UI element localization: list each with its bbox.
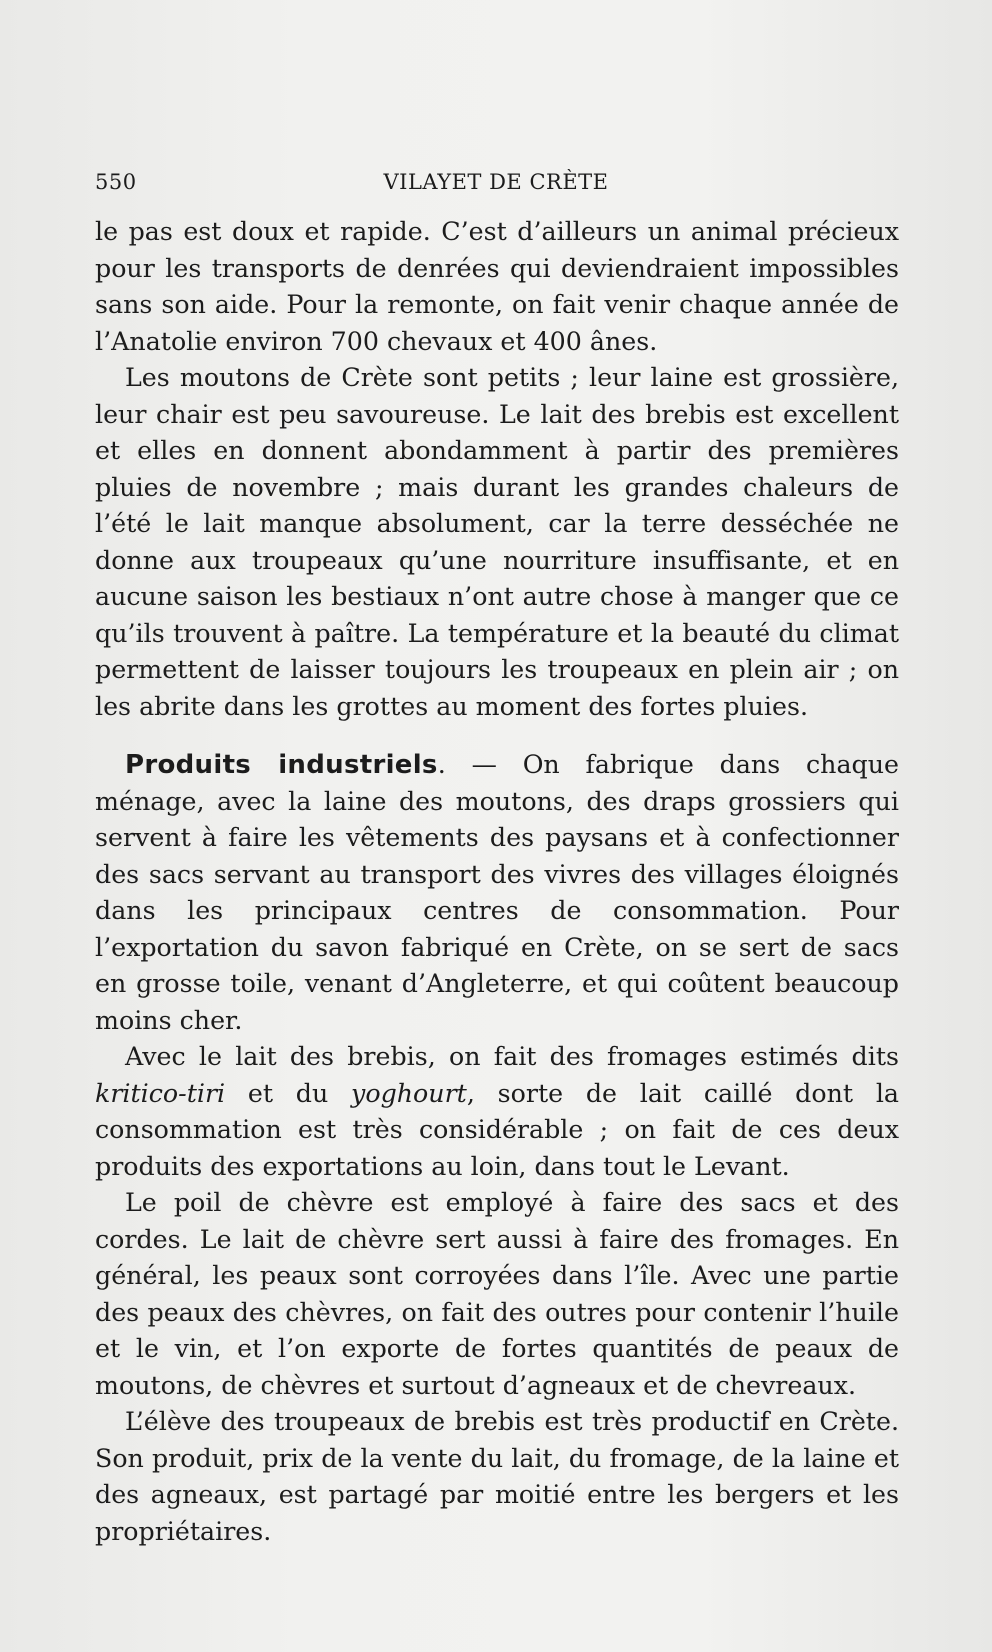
italic-term-kritico-tiri: kritico-tiri bbox=[95, 1078, 226, 1108]
paragraph-text: . — On fabrique dans chaque ménage, avec la laine des moutons, des draps grossiers qui servent à faire les vêtements des paysans et à confectionner des sacs servant au transport des vivres des villages éloignés dans les principaux centres de consommation. Pour l’exportation du savon fabriqué en Crète, on se sert de sacs en grosse toile, venant d’Angleterre, et qui coûtent beaucoup moins cher. bbox=[95, 750, 899, 1035]
paragraph-moutons: Les moutons de Crète sont petits ; leur laine est grossière, leur chair est peu savoureuse. Le lait des brebis est excellent et elles en donnent abondamment à partir des premières pluies de novembre ; mais durant les grandes chaleurs de l’été le lait manque absolument, car la terre desséchée ne donne aux troupeaux qu’une nourriture insuffisante, et en aucune saison les bestiaux n’ont autre chose à manger que ce qu’ils trouvent à paître. La température et la beauté du climat permettent de laisser toujours les troupeaux en plein air ; on les abrite dans les grottes au moment des fortes pluies. bbox=[95, 363, 899, 721]
paragraph-continued: le pas est doux et rapide. C’est d’ailleurs un animal précieux pour les transports de denrées qui deviendraient impossibles sans son aide. Pour la remonte, on fait venir chaque année de l’Anatolie environ 700 chevaux et 400 ânes. bbox=[95, 217, 899, 356]
paragraph-text: et du bbox=[225, 1078, 352, 1108]
paragraph-produits-industriels bbox=[95, 747, 899, 1039]
body-text bbox=[95, 214, 899, 1550]
paragraph-text: Avec le lait des brebis, on fait des fromages estimés dits bbox=[125, 1042, 899, 1071]
italic-term-yoghourt: yoghourt bbox=[351, 1078, 467, 1108]
section-heading: Produits industriels bbox=[125, 750, 438, 780]
paragraph-fromages bbox=[95, 1039, 899, 1185]
running-head: VILAYET DE CRÈTE bbox=[383, 170, 609, 194]
page-header bbox=[95, 170, 897, 200]
paragraph-text: , sorte de lait caillé dont la consommation est très considérable ; on fait de ces deux produits des exportations au loin, dans tout le Levant. bbox=[95, 1078, 899, 1181]
page-number: 550 bbox=[95, 170, 137, 194]
paragraph-eleve-des-troupeaux: L’élève des troupeaux de brebis est très productif en Crète. Son produit, prix de la vente du lait, du fromage, de la laine et des agneaux, est partagé par moitié entre les bergers et les propriétaires. bbox=[95, 1407, 899, 1546]
paragraph-poil-de-chevre: Le poil de chèvre est employé à faire des sacs et des cordes. Le lait de chèvre sert aussi à faire des fromages. En général, les peaux sont corroyées dans l’île. Avec une partie des peaux des chèvres, on fait des outres pour contenir l’huile et le vin, et l’on exporte de fortes quantités de peaux de moutons, de chèvres et surtout d’agneaux et de chevreaux. bbox=[95, 1188, 899, 1400]
